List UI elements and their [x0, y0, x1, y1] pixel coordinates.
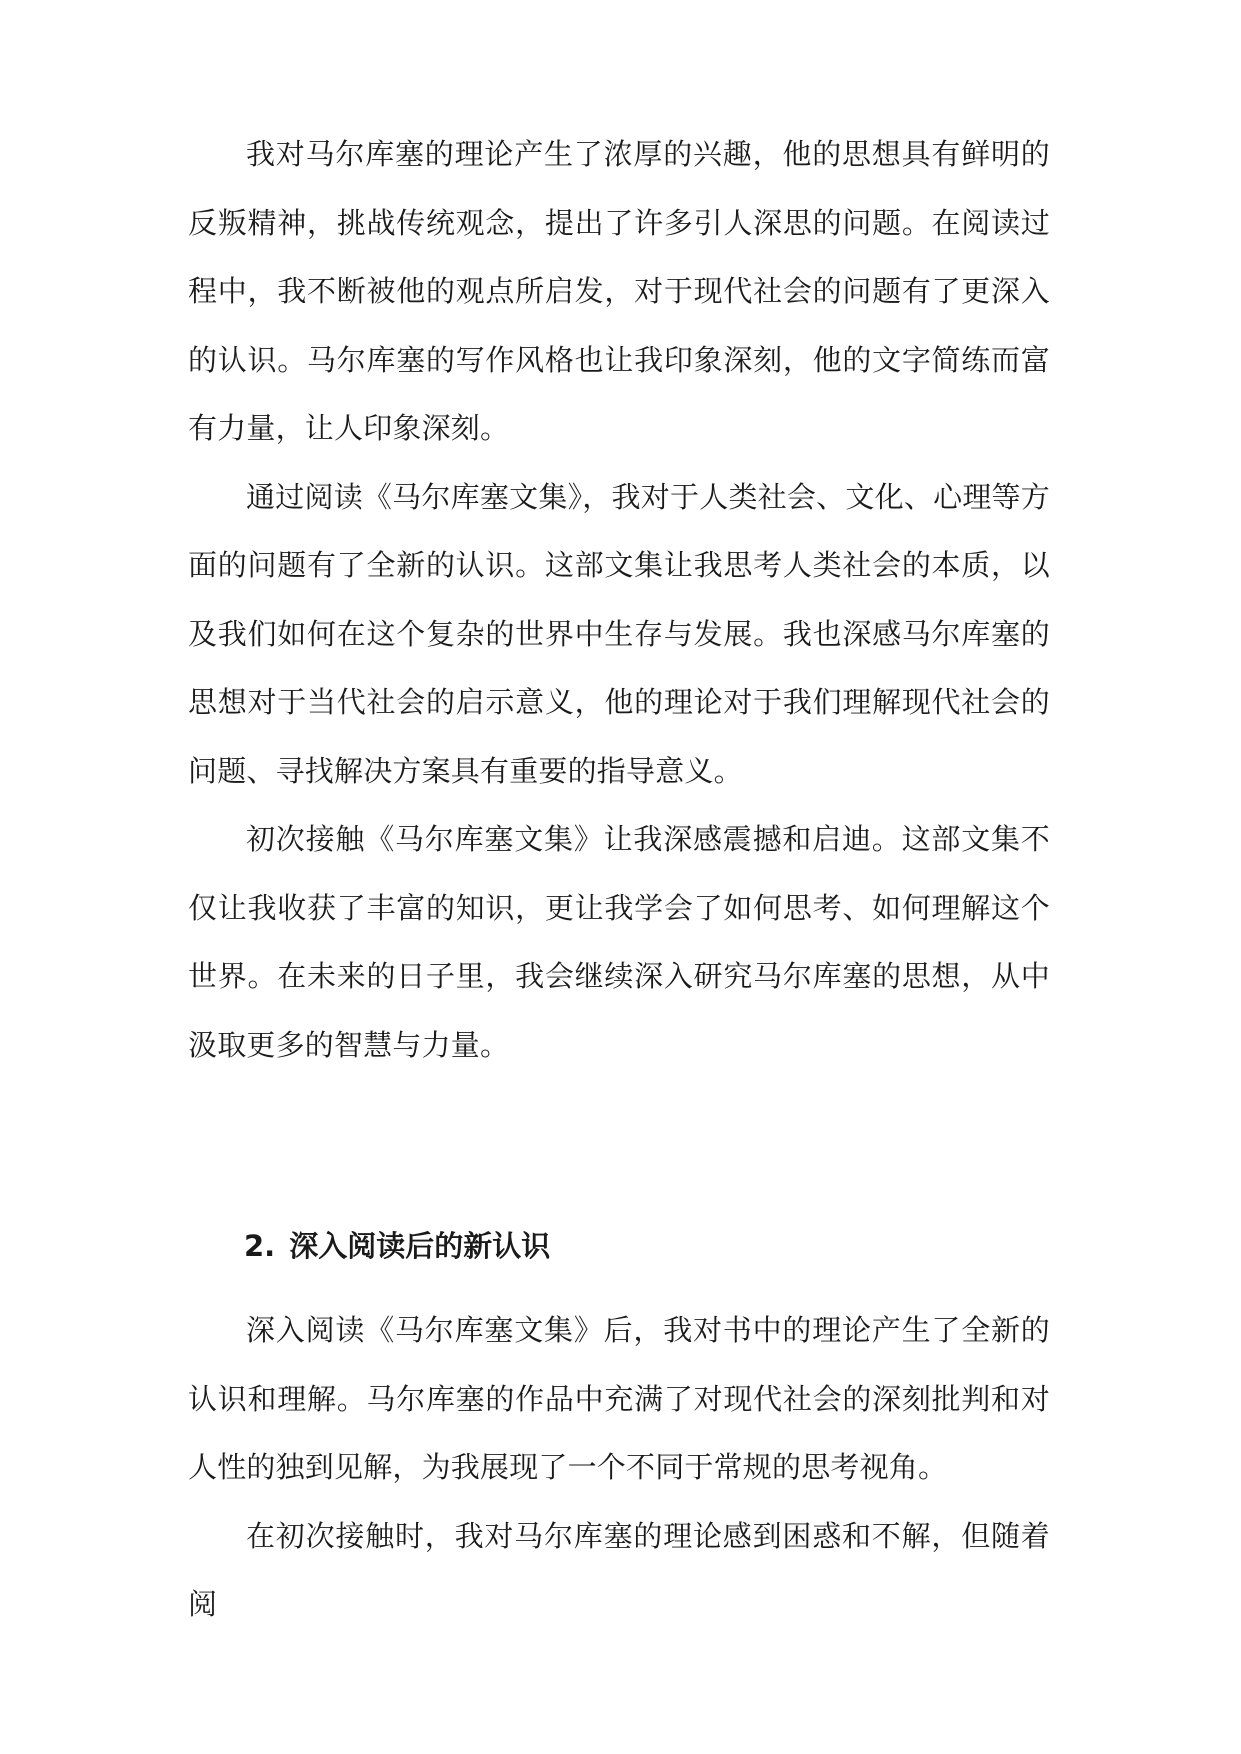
- paragraph-1: 我对马尔库塞的理论产生了浓厚的兴趣，他的思想具有鲜明的反叛精神，挑战传统观念，提出了许多引人深思的问题。在阅读过程中，我不断被他的观点所启发，对于现代社会的问题有了更深入的认识。马尔库塞的写作风格也让我印象深刻，他的文字简练而富有力量，让人印象深刻。: [188, 137, 1050, 445]
- section-heading: [244, 1224, 550, 1268]
- paragraph-2: 通过阅读《马尔库塞文集》，我对于人类社会、文化、心理等方面的问题有了全新的认识。这部文集让我思考人类社会的本质，以及我们如何在这个复杂的世界中生存与发展。我也深感马尔库塞的思想对于当代社会的启示意义，他的理论对于我们理解现代社会的问题、寻找解决方案具有重要的指导意义。: [188, 479, 1050, 788]
- paragraph-5: 在初次接触时，我对马尔库塞的理论感到困惑和不解，但随着阅: [188, 1518, 1050, 1621]
- section-number: 2.: [244, 1229, 276, 1263]
- paragraph-3: 初次接触《马尔库塞文集》让我深感震撼和启迪。这部文集不仅让我收获了丰富的知识，更让我学会了如何思考、如何理解这个世界。在未来的日子里，我会继续深入研究马尔库塞的思想，从中汲取更多的智慧与力量。: [188, 822, 1050, 1062]
- paragraph-4: 深入阅读《马尔库塞文集》后，我对书中的理论产生了全新的认识和理解。马尔库塞的作品中充满了对现代社会的深刻批判和对人性的独到见解，为我展现了一个不同于常规的思考视角。: [188, 1313, 1050, 1484]
- body-text-top: [188, 120, 1050, 1079]
- body-text-bottom: [188, 1296, 1050, 1639]
- section-title: 深入阅读后的新认识: [289, 1229, 551, 1263]
